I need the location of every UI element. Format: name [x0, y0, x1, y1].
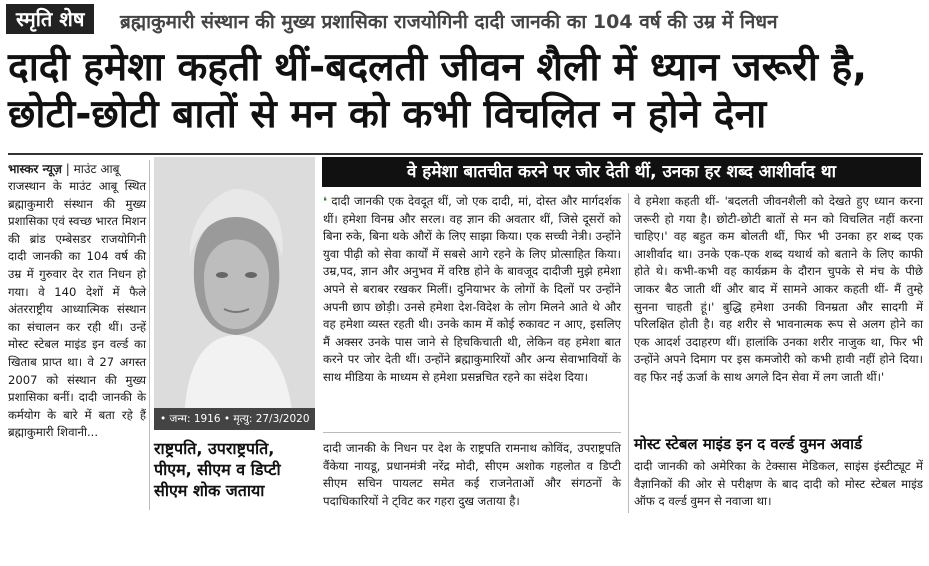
- award-subhead: मोस्ट स्टेबल माइंड इन द वर्ल्ड वुमन अवार्ड: [634, 435, 863, 453]
- column-divider: [628, 193, 629, 513]
- award-text: दादी जानकी को अमेरिका के टेक्सास मेडिकल, साइंस इंस्टीट्यूट में वैज्ञानिकों की ओर से परीक्षण के बाद दादी को मोस्ट स्टेबल माइंड ऑफ द वर्ल्ड वुमन से नवाजा था।: [634, 459, 923, 509]
- section-divider: [323, 432, 621, 433]
- headline: दादी हमेशा कहती थीं-बदलती जीवन शैली में ध्यान जरूरी है, छोटी-छोटी बातों से मन को कभी विचलित न होने देना: [8, 45, 868, 137]
- byline-source: भास्कर न्यूज़: [8, 162, 62, 176]
- column-divider: [149, 160, 150, 510]
- quote-mark-icon: ❛: [323, 194, 328, 208]
- photo-caption: • जन्म: 1916 • मृत्यु: 27/3/2020: [154, 408, 315, 430]
- condolence-subhead: राष्ट्रपति, उपराष्ट्रपति, पीएम, सीएम व डिप्टी सीएम शोक जताया: [154, 439, 281, 500]
- portrait-photo: [154, 157, 315, 430]
- byline-place: माउंट आबू: [73, 162, 120, 176]
- headline-rule: [8, 153, 923, 155]
- top-line: ब्रह्माकुमारी संस्थान की मुख्य प्रशासिका राजयोगिनी दादी जानकी का 104 वर्ष की उम्र में निधन: [120, 11, 778, 33]
- byline-separator: |: [65, 162, 74, 176]
- portrait-illustration: [154, 157, 315, 430]
- condolence-text: दादी जानकी के निधन पर देश के राष्ट्रपति रामनाथ कोविंद, उपराष्ट्रपति वैंकेया नायडू, प्रधानमंत्री नरेंद्र मोदी, सीएम अशोक गहलोत व डिप्टी सीएम सचिन पायलट समेत कई राजनेताओं और संगठनों के पदाधिकारियों ने ट्विट कर गहरा दुख जताया है।: [323, 441, 621, 508]
- byline: [8, 160, 119, 177]
- section-kicker: स्मृति शेष: [6, 4, 94, 34]
- column-1-text: राजस्थान के माउंट आबू स्थित ब्रह्माकुमारी संस्थान की मुख्य प्रशासिका एवं स्वच्छ भारत मिशन की ब्रांड एम्बेसडर राजयोगिनी दादी जानकी का 104 वर्ष की उम्र में गुरुवार देर रात निधन हो गया। वे 140 देशों में फैले अंतरराष्ट्रीय आध्यात्मिक संस्थान का संचालन कर रही थीं। उन्हें मोस्ट स्टेबल माइंड इन वर्ल्ड का खिताब प्राप्त था। वे 27 अगस्त 2007 को संस्थान की मुख्य प्रशासिका बनीं। दादी जानकी के कर्मयोग के बारे में बता रहे हैं ब्रह्माकुमारी शिवानी...: [8, 179, 146, 440]
- column-3-text: वे हमेशा कहती थीं- 'बदलती जीवनशैली को देखते हुए ध्यान करना जरूरी हो गया है। छोटी-छोटी बातों से मन को विचलित नहीं करना चाहिए।' वह बहुत कम बोलती थीं, फिर भी उनका हर शब्द एक आशीर्वाद था। उनके एक-एक शब्द यथार्थ को बताने के लिए काफी होते थे। कभी-कभी वह कार्यक्रम के दौरान चुपके से मंच के पीछे जाकर बैठ जाती थीं और बाद में सामने आकर कहती थीं- मैं तुम्हे सुनना चाहती हूं।' बुद्धि हमेशा उनकी विनम्रता और सादगी में परिलक्षित होती है। वह शरीर से भावनात्मक रूप से अलग होने का एक आदर्श उदाहरण थीं। हालांकि उनका शरीर नाजुक था, फिर भी उन्होंने अपने दिमाग पर इस कमजोरी को कभी हावी नहीं होने दिया। वह फिर नई ऊर्जा के साथ अगले दिन सेवा में लग जाती थीं।': [634, 194, 923, 384]
- column-2-text: [323, 193, 621, 387]
- column-2-body: दादी जानकी एक देवदूत थीं, जो एक दादी, मां, दोस्त और मार्गदर्शक थीं। हमेशा विनम्र और सरल। वह ज्ञान की अवतार थीं, जिसे दूसरों को बिना रुके, बिना थके औरों के लिए साझा किया। एक सच्ची नेत्री। उन्होंने युवा पीढ़ी को सेवा कार्यों में सबसे आगे रहने के लिए प्रोत्साहित किया। उम्र,पद, ज्ञान और अनुभव में वरिष्ठ होने के बावजूद दादीजी मुझे हमेशा अपने से बराबर रखकर मिलीं। दुनियाभर के लोगों के दिलों पर उन्होंने अपनी छाप छोड़ी। उनसे हमेशा देश-विदेश के लोग मिलने आते थे और वह हमेशा व्यस्त रहती थी। उनके काम में कोई रुकावट न आए, इसलिए मैं अक्सर उनके पास जाने से हिचकिचाती थी, लेकिन वह हमेशा बात करने पर जोर देती थीं। उन्होंने ब्रह्माकुमारियों और अन्य सेवाभावियों के साथ मीडिया के माध्यम से हमेशा प्रसन्नचित रहने का संदेश दिया।: [323, 194, 621, 384]
- quote-banner: वे हमेशा बातचीत करने पर जोर देती थीं, उनका हर शब्द आशीर्वाद था: [322, 157, 921, 187]
